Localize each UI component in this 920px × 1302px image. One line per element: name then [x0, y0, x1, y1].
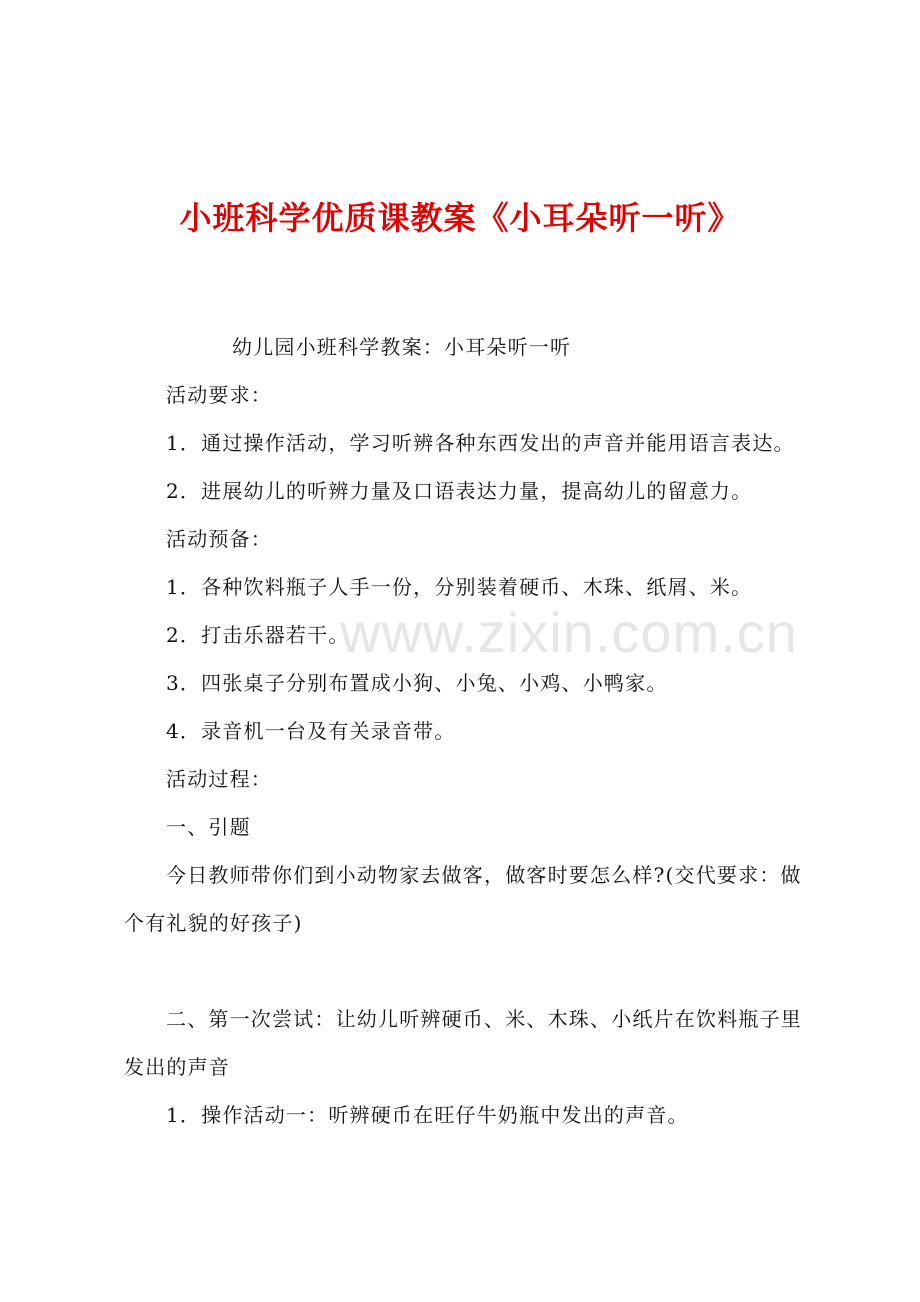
paragraph-line: 2．打击乐器若干。 [166, 623, 350, 647]
paragraph-line: 1．各种饮料瓶子人手一份，分别装着硬币、木珠、纸屑、米。 [166, 575, 753, 599]
section-heading-process: 活动过程： [166, 767, 272, 791]
document-subtitle: 幼儿园小班科学教案：小耳朵听一听 [232, 335, 572, 359]
paragraph-line: 今日教师带你们到小动物家去做客，做客时要怎么样?(交代要求：做 [166, 863, 802, 887]
subsection-heading: 一、引题 [166, 815, 251, 839]
paragraph-line: 二、第一次尝试：让幼儿听辨硬币、米、木珠、小纸片在饮料瓶子里 [166, 1007, 802, 1031]
section-heading-preparation: 活动预备： [166, 527, 272, 551]
document-title: 小班科学优质课教案《小耳朵听一听》 [179, 199, 741, 237]
paragraph-line: 2．进展幼儿的听辨力量及口语表达力量，提高幼儿的留意力。 [166, 479, 753, 503]
paragraph-line: 4．录音机一台及有关录音带。 [166, 719, 456, 743]
paragraph-line: 1．操作活动一：听辨硬币在旺仔牛奶瓶中发出的声音。 [166, 1103, 689, 1127]
paragraph-line: 发出的声音 [124, 1055, 230, 1079]
section-heading-requirements: 活动要求： [166, 383, 272, 407]
paragraph-line: 3．四张桌子分别布置成小狗、小兔、小鸡、小鸭家。 [166, 671, 668, 695]
paragraph-line: 1．通过操作活动，学习听辨各种东西发出的声音并能用语言表达。 [166, 431, 795, 455]
paragraph-line: 个有礼貌的好孩子) [124, 911, 303, 935]
watermark: www.zixin.com.cn [340, 601, 798, 664]
